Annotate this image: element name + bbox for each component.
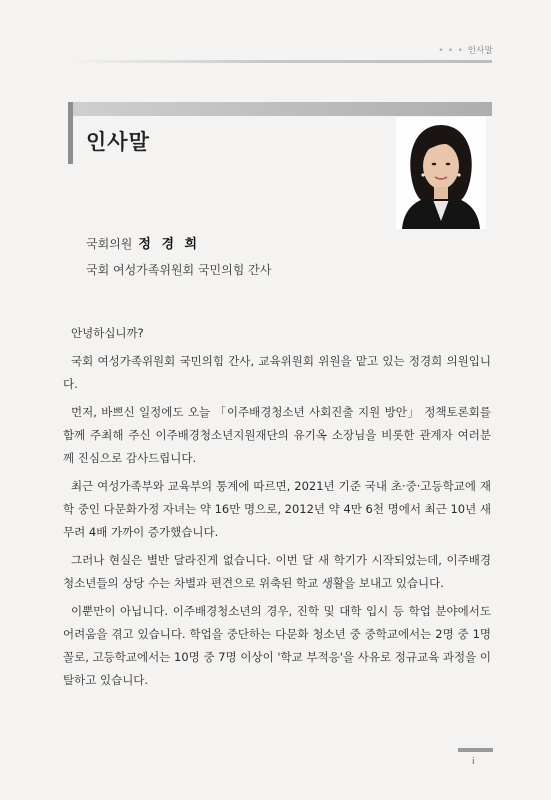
letter-paragraph: 국회 여성가족위원회 국민의힘 간사, 교육위원회 위원을 맡고 있는 정경희 의원입니다. — [63, 354, 491, 391]
portrait-image — [396, 117, 486, 229]
title-bar — [68, 102, 492, 116]
author-block — [86, 233, 271, 278]
dots-icon: • • • — [438, 46, 464, 56]
author-title-line — [86, 233, 271, 252]
letter-paragraph: 그러나 현실은 별반 달라진게 없습니다. 이번 달 새 학기가 시작되었는데, 이주배경청소년들의 상당 수는 차별과 편견으로 위축된 학교 생활을 보내고 있습니다. — [63, 553, 491, 590]
letter-paragraph: 먼저, 바쁘신 일정에도 오늘 「이주배경청소년 사회진출 지원 방안」 정책토론회를 함께 주최해 주신 이주배경청소년지원재단의 유기옥 소장님을 비롯한 관계자 여러분께 진심으로 감사드립니다. — [63, 405, 491, 465]
header-rule — [68, 60, 492, 63]
author-position: 국회 여성가족위원회 국민의힘 간사 — [86, 263, 272, 277]
page-number: i — [472, 757, 475, 767]
author-role: 국회의원 — [86, 237, 133, 251]
page-title: 인사말 — [86, 130, 150, 154]
author-portrait — [396, 117, 486, 229]
header-section-label — [438, 44, 493, 56]
footer-bar — [458, 748, 493, 752]
letter-body — [63, 322, 491, 697]
letter-paragraph: 최근 여성가족부와 교육부의 통계에 따르면, 2021년 기준 국내 초·중·고등학교에 재학 중인 다문화가정 자녀는 약 16만 명으로, 2012년 약 4만 6천 명에서 최근 10년 새 무려 4배 가까이 증가했습니다. — [63, 479, 491, 539]
author-name: 정 경 희 — [138, 237, 201, 252]
header-section-text: 인사말 — [467, 46, 493, 56]
title-accent-bar — [68, 102, 73, 164]
letter-paragraph: 이뿐만이 아닙니다. 이주배경청소년의 경우, 진학 및 대학 입시 등 학업 분야에서도 어려움을 겪고 있습니다. 학업을 중단하는 다문화 청소년 중 중학교에서는 2명 중 1명 꼴로, 고등학교에서는 10명 중 7명 이상이 '학교 부적응'을 사유로 정규교육 과정을 이탈하고 있습니다. — [63, 604, 491, 687]
letter-paragraph: 안녕하십니까? — [71, 326, 144, 340]
